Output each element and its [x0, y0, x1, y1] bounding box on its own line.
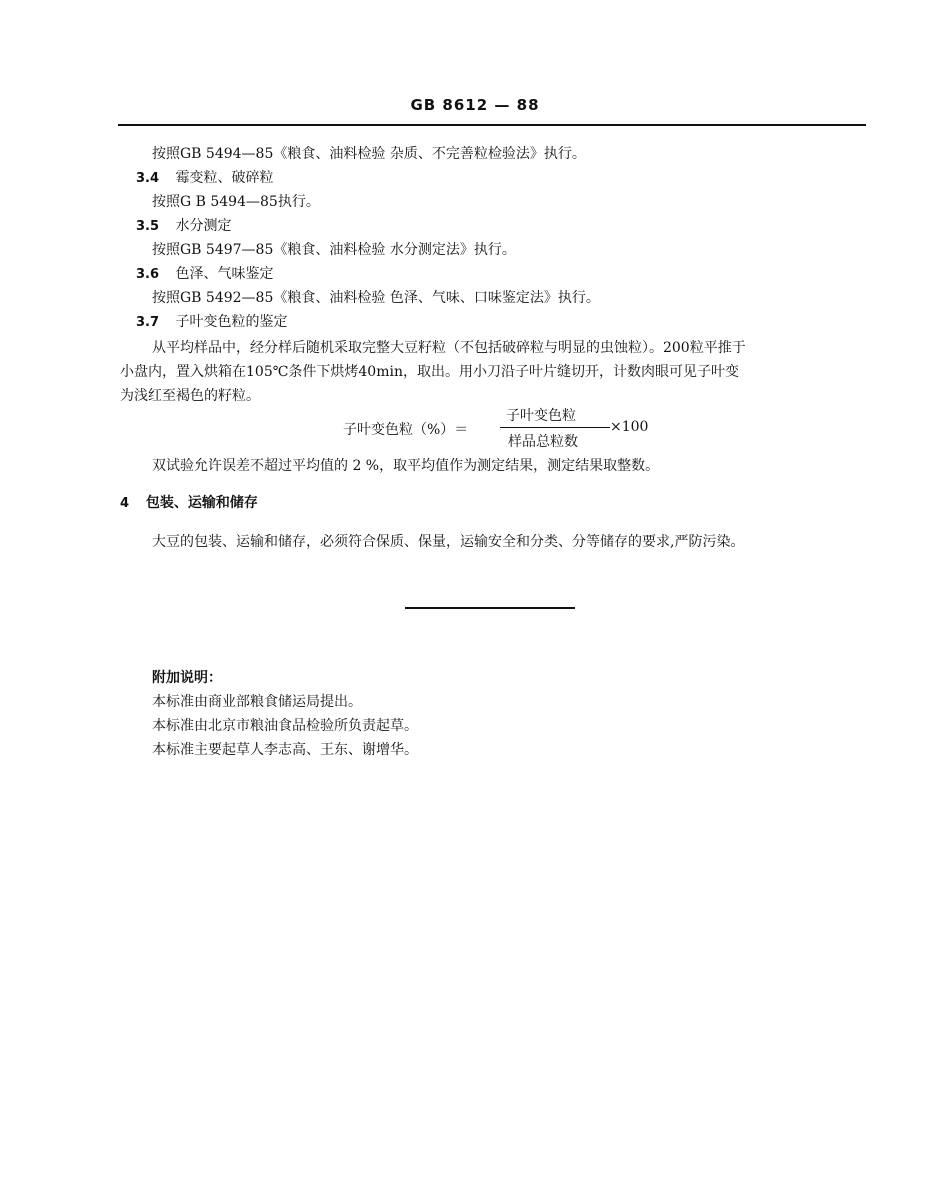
section-title: 包装、运输和储存: [145, 495, 258, 511]
section-4-heading: [120, 493, 258, 514]
section-number: 3.4: [136, 171, 160, 186]
formula-numerator: 子叶变色粒: [506, 408, 576, 424]
appendix-title: 附加说明：: [152, 670, 222, 686]
formula-multiplier: ×100: [610, 419, 649, 435]
formula-lhs: 子叶变色粒（%）＝: [343, 422, 469, 438]
section-3-3-body: 按照GB 5494—85《粮食、油料检验 杂质、不完善粒检验法》执行。: [152, 146, 586, 162]
section-title: 水分测定: [175, 218, 232, 234]
appendix-line-1: 本标准由商业部粮食储运局提出。: [152, 694, 362, 710]
section-title: 霉变粒、破碎粒: [175, 170, 274, 186]
section-3-7-note: 双试验允许误差不超过平均值的 2 %，取平均值作为测定结果，测定结果取整数。: [152, 458, 660, 474]
section-3-4-heading: [136, 168, 273, 189]
appendix-line-3: 本标准主要起草人李志高、王东、谢增华。: [152, 742, 418, 758]
section-title: 子叶变色粒的鉴定: [175, 314, 288, 330]
appendix-line-2: 本标准由北京市粮油食品检验所负责起草。: [152, 718, 418, 734]
section-3-4-body: 按照G B 5494—85执行。: [152, 194, 320, 210]
section-3-5-body: 按照GB 5497—85《粮食、油料检验 水分测定法》执行。: [152, 242, 516, 258]
formula-denominator: 样品总粒数: [508, 434, 578, 450]
section-3-7-para-line-2: 小盘内，置入烘箱在105℃条件下烘烤40min，取出。用小刀沿子叶片缝切开，计数肉眼可见子叶变: [120, 364, 739, 380]
section-3-6-body: 按照GB 5492—85《粮食、油料检验 色泽、气味、口味鉴定法》执行。: [152, 290, 600, 306]
section-3-5-heading: [136, 216, 231, 237]
section-4-body: 大豆的包装、运输和储存，必须符合保质、保量，运输安全和分类、分等储存的要求,严防污染。: [152, 534, 745, 550]
section-number: 3.5: [136, 219, 160, 234]
section-3-6-heading: [136, 264, 273, 285]
formula-fraction-bar: [500, 427, 610, 428]
standard-code-header: GB 8612 — 88: [410, 96, 540, 114]
section-3-7-para-line-1: 从平均样品中，经分样后随机采取完整大豆籽粒（不包括破碎粒与明显的虫蚀粒）。200粒平推于: [152, 340, 746, 356]
section-3-7-heading: [136, 312, 287, 333]
section-number: 3.6: [136, 267, 160, 282]
section-title: 色泽、气味鉴定: [175, 266, 274, 282]
header-rule: [118, 124, 866, 126]
section-3-7-para-line-3: 为浅红至褐色的籽粒。: [120, 388, 260, 404]
section-number: 3.7: [136, 315, 160, 330]
section-number: 4: [120, 496, 130, 511]
end-of-text-rule: [405, 607, 575, 609]
